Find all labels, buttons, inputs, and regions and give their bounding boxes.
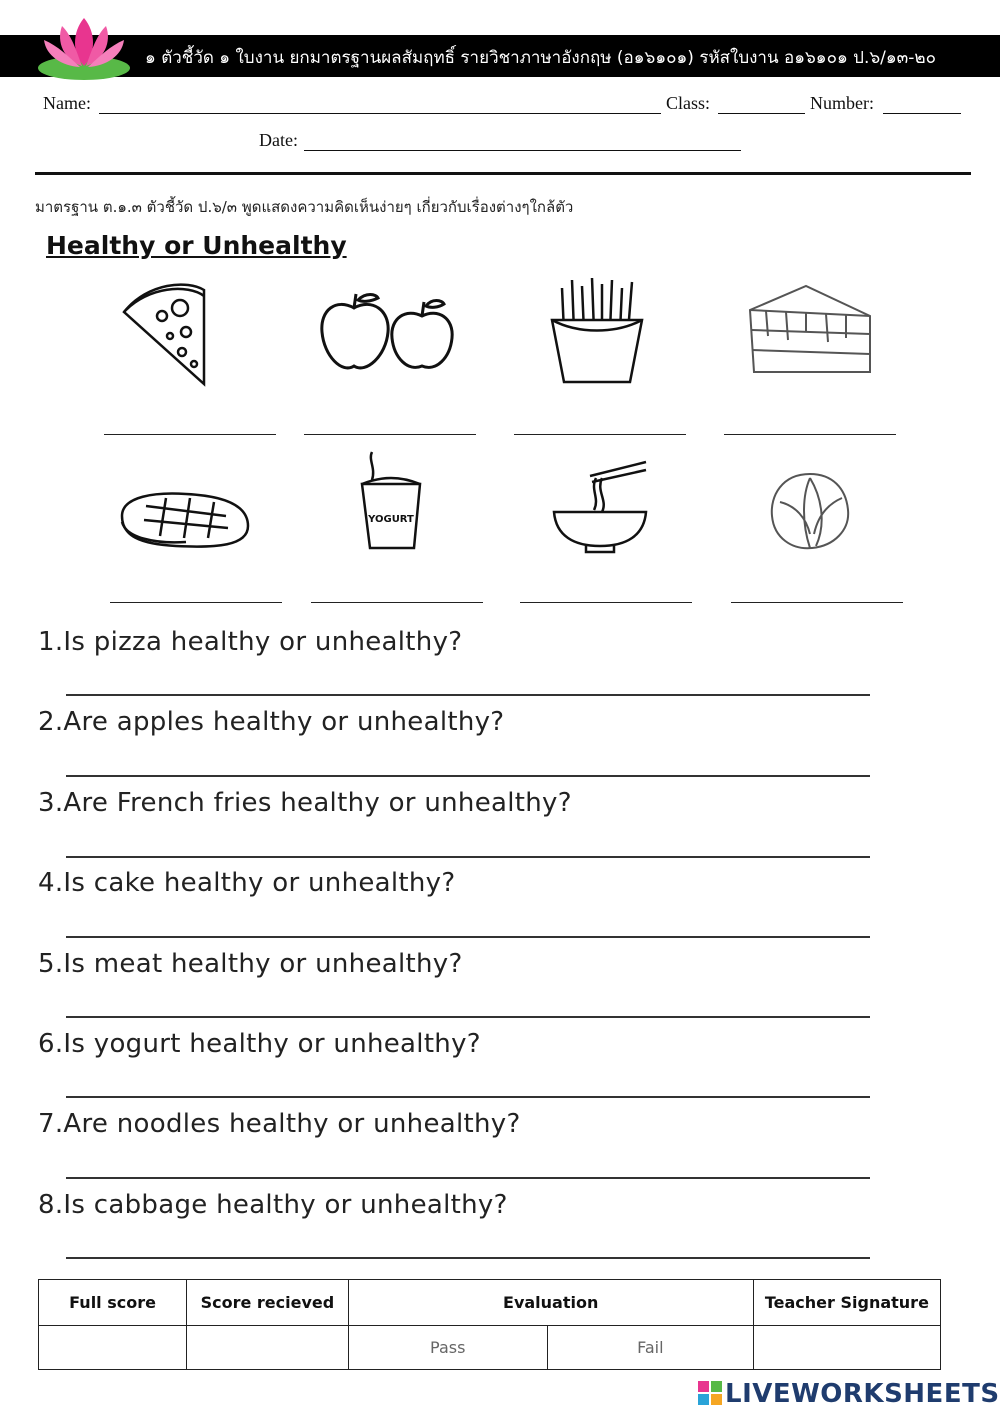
- noodles-icon: [550, 458, 650, 554]
- answer-line-4[interactable]: [66, 936, 870, 938]
- header-banner-text: ๑ ตัวชี้วัด ๑ ใบงาน ยกมาตรฐานผลสัมฤทธิ์ รายวิชาภาษาอังกฤษ (อ๑๖๑๐๑) รหัสใบงาน อ๑๖๑๐๑ ป.๖/๑๓-๒๐: [145, 48, 936, 68]
- name-label: Name:: [43, 93, 91, 113]
- cabbage-icon: [766, 468, 854, 554]
- question-3: 3.Are French fries healthy or unhealthy?: [38, 788, 572, 818]
- answer-line-8[interactable]: [66, 1257, 870, 1259]
- number-field[interactable]: [883, 113, 961, 114]
- page-title: Healthy or Unhealthy: [46, 231, 347, 260]
- lotus-logo-icon: [32, 10, 137, 85]
- liveworksheets-icon: [698, 1381, 722, 1405]
- meat-icon: [116, 486, 252, 552]
- answer-line-6[interactable]: [66, 1096, 870, 1098]
- header-divider: [35, 172, 971, 175]
- full-score-header: Full score: [39, 1280, 187, 1326]
- score-received-header: Score recieved: [187, 1280, 348, 1326]
- yogurt-label: YOGURT: [368, 514, 414, 525]
- teacher-signature-cell[interactable]: [753, 1326, 940, 1370]
- answer-line-noodles[interactable]: [520, 602, 692, 603]
- question-7: 7.Are noodles healthy or unhealthy?: [38, 1109, 521, 1139]
- question-2: 2.Are apples healthy or unhealthy?: [38, 707, 505, 737]
- answer-line-5[interactable]: [66, 1016, 870, 1018]
- class-label: Class:: [666, 93, 711, 113]
- answer-line-meat[interactable]: [110, 602, 282, 603]
- pizza-icon: [118, 272, 214, 390]
- answer-line-cabbage[interactable]: [731, 602, 903, 603]
- evaluation-header: Evaluation: [348, 1280, 753, 1326]
- date-label: Date:: [259, 130, 298, 150]
- name-field[interactable]: [99, 113, 661, 114]
- answer-line-3[interactable]: [66, 856, 870, 858]
- answer-line-2[interactable]: [66, 775, 870, 777]
- answer-line-1[interactable]: [66, 694, 870, 696]
- question-5: 5.Is meat healthy or unhealthy?: [38, 949, 463, 979]
- pass-cell[interactable]: Pass: [348, 1326, 547, 1370]
- number-label: Number:: [810, 93, 874, 113]
- score-received-cell[interactable]: [187, 1326, 348, 1370]
- full-score-cell[interactable]: [39, 1326, 187, 1370]
- class-field[interactable]: [718, 113, 805, 114]
- answer-line-cake[interactable]: [724, 434, 896, 435]
- answer-line-yogurt[interactable]: [311, 602, 483, 603]
- apples-icon: [318, 290, 456, 374]
- fail-cell[interactable]: Fail: [547, 1326, 753, 1370]
- date-field[interactable]: [304, 150, 741, 151]
- french-fries-icon: [548, 276, 646, 386]
- teacher-signature-header: Teacher Signature: [753, 1280, 940, 1326]
- branding-text: LIVEWORKSHEETS: [725, 1379, 1000, 1409]
- liveworksheets-logo: [698, 1379, 1000, 1409]
- question-1: 1.Is pizza healthy or unhealthy?: [38, 627, 463, 657]
- yogurt-icon: [358, 448, 424, 554]
- standard-text: มาตรฐาน ต.๑.๓ ตัวชี้วัด ป.๖/๓ พูดแสดงความคิดเห็นง่ายๆ เกี่ยวกับเรื่องต่างๆใกล้ตัว: [35, 198, 574, 216]
- answer-line-french-fries[interactable]: [514, 434, 686, 435]
- answer-line-7[interactable]: [66, 1177, 870, 1179]
- answer-line-pizza[interactable]: [104, 434, 276, 435]
- cake-icon: [746, 280, 874, 380]
- answer-line-apples[interactable]: [304, 434, 476, 435]
- question-4: 4.Is cake healthy or unhealthy?: [38, 868, 456, 898]
- score-table: [38, 1279, 941, 1370]
- question-6: 6.Is yogurt healthy or unhealthy?: [38, 1029, 481, 1059]
- question-8: 8.Is cabbage healthy or unhealthy?: [38, 1190, 508, 1220]
